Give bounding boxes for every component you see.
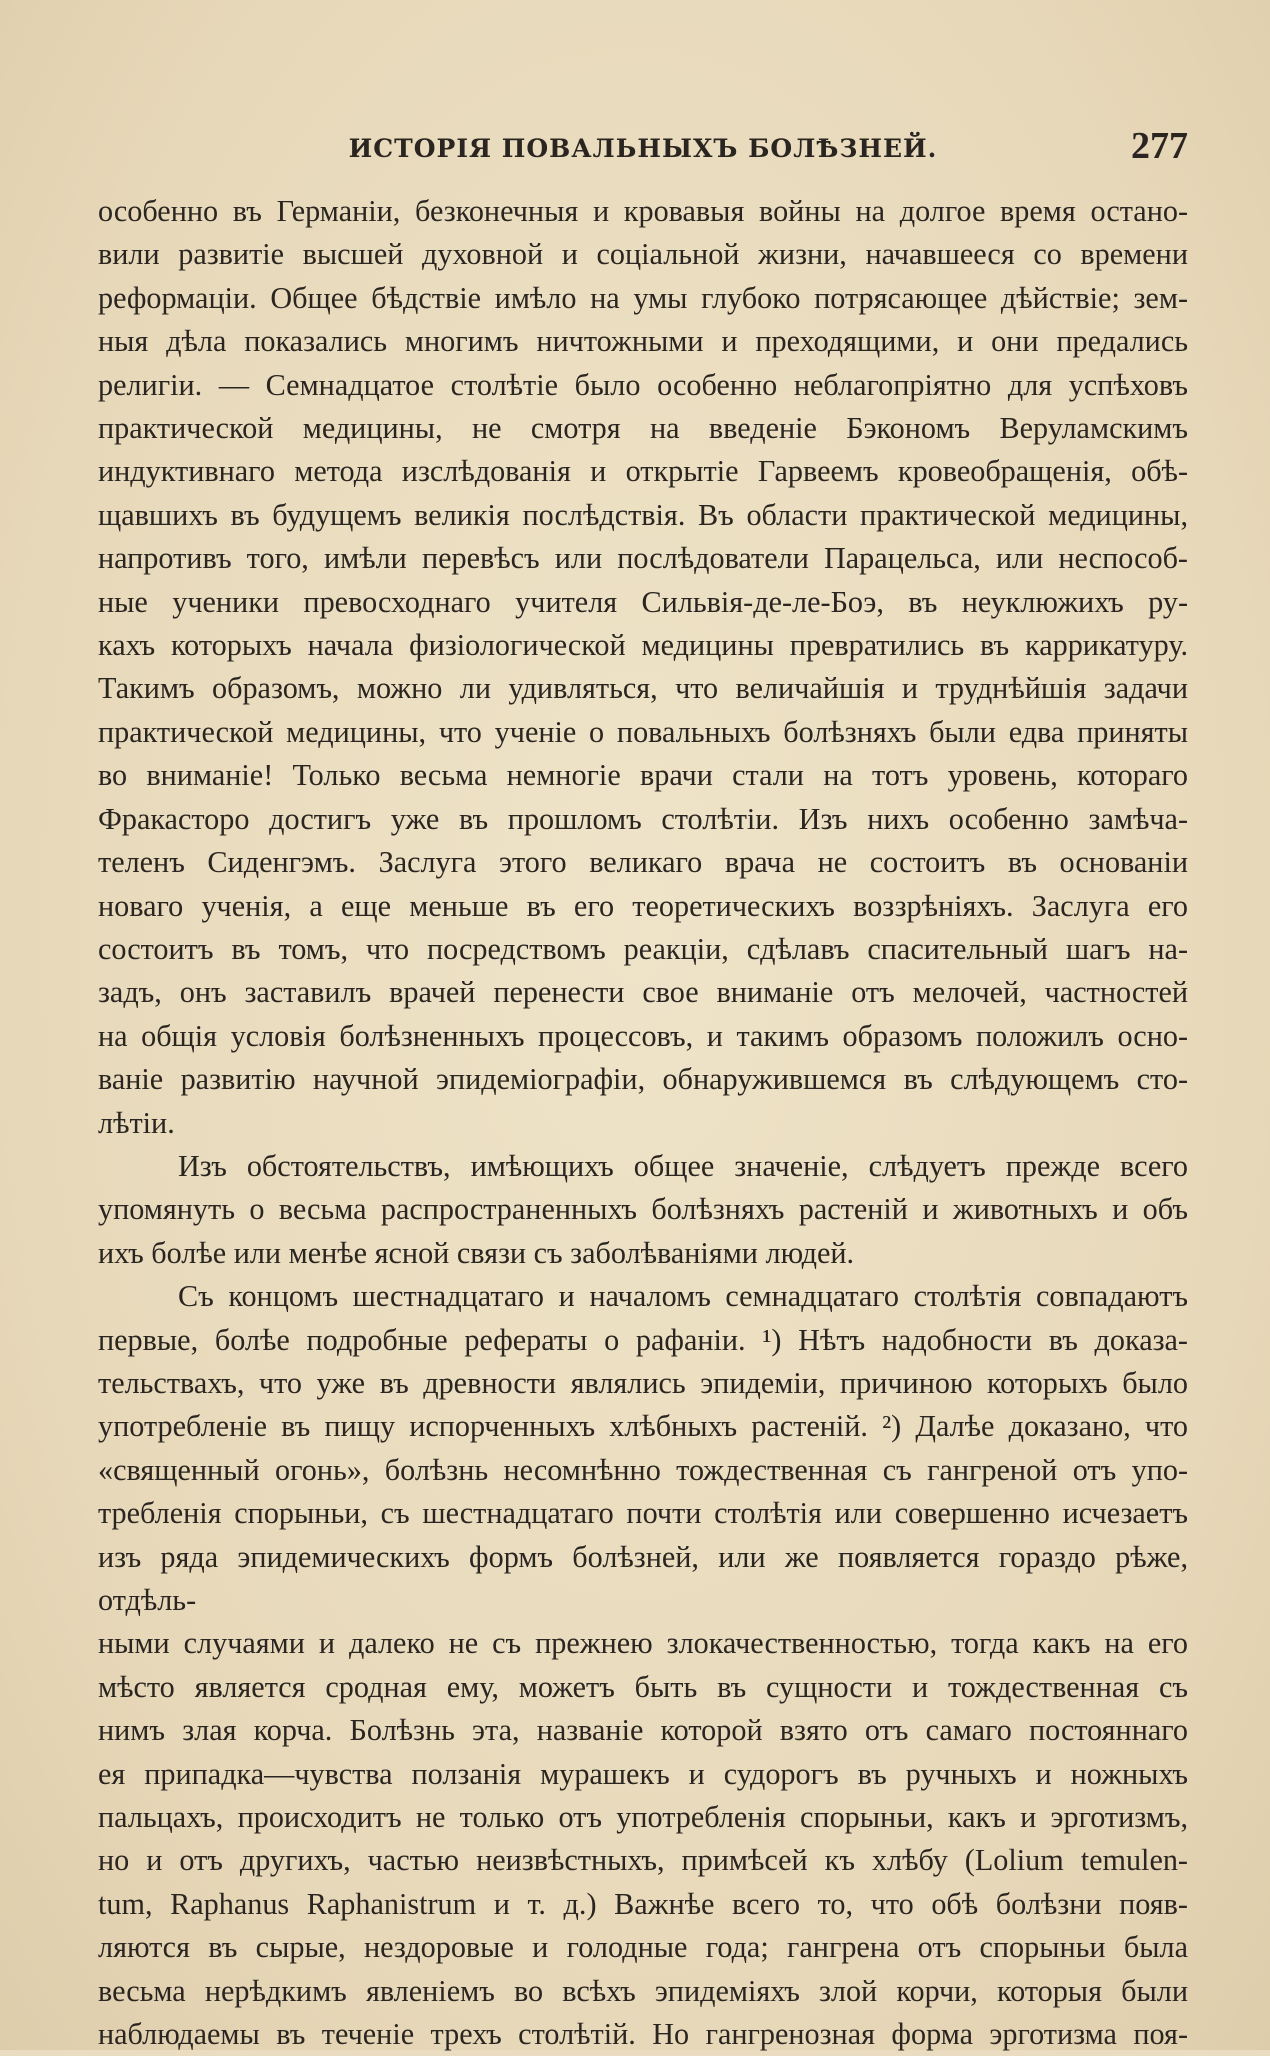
text-line: реформаціи. Общее бѣдствіе имѣло на умы глубоко потрясающее дѣйствіе; зем- bbox=[98, 280, 1188, 315]
text-line: нимъ злая корча. Болѣзнь эта, названіе которой взято отъ самаго постояннаго bbox=[98, 1713, 1188, 1748]
page-header bbox=[98, 120, 1188, 170]
text-line: требленія спорыньи, съ шестнадцатаго почти столѣтія или совершенно исчезаетъ bbox=[98, 1496, 1188, 1531]
text-line: Фракасторо достигъ уже въ прошломъ столѣтіи. Изъ нихъ особенно замѣча- bbox=[98, 801, 1188, 836]
text-line: «священный огонь», болѣзнь несомнѣнно тождественная съ гангреной отъ упо- bbox=[98, 1452, 1188, 1487]
text-line: на общія условія болѣзненныхъ процессовъ, и такимъ образомъ положилъ осно- bbox=[98, 1018, 1188, 1053]
text-line: ные ученики превосходнаго учителя Сильвія-де-ле-Боэ, въ неуклюжихъ ру- bbox=[98, 584, 1188, 619]
paragraph-3 bbox=[98, 1275, 1188, 2056]
text-line: во вниманіе! Только весьма немногіе врачи стали на тотъ уровень, котораго bbox=[98, 758, 1188, 793]
text-line: щавшихъ въ будущемъ великія послѣдствія. Въ области практической медицины, bbox=[98, 497, 1188, 532]
text-line: ея припадка—чувства ползанія мурашекъ и судорогъ въ ручныхъ и ножныхъ bbox=[98, 1756, 1188, 1791]
text-line: Такимъ образомъ, можно ли удивляться, что величайшія и труднѣйшія задачи bbox=[98, 671, 1188, 706]
running-title: ИСТОРІЯ ПОВАЛЬНЫХЪ БОЛѢЗНЕЙ. bbox=[348, 134, 938, 163]
text-line: мѣсто является сродная ему, можетъ быть въ сущности и тождественная съ bbox=[98, 1669, 1188, 1704]
text-line: напротивъ того, имѣли перевѣсъ или послѣдователи Парацельса, или неспособ- bbox=[98, 541, 1188, 576]
page-number: 277 bbox=[1131, 125, 1188, 167]
page-body bbox=[98, 190, 1188, 2056]
text-line: вили развитіе высшей духовной и соціальной жизни, начавшееся со времени bbox=[98, 237, 1188, 272]
text-line: изъ ряда эпидемическихъ формъ болѣзней, или же появляется гораздо рѣже, отдѣль- bbox=[98, 1539, 1188, 1617]
text-line: задъ, онъ заставилъ врачей перенести свое вниманіе отъ мелочей, частностей bbox=[98, 975, 1188, 1010]
text-line: наблюдаемы въ теченіе трехъ столѣтій. Но гангренозная форма эрготизма поя- bbox=[98, 2017, 1188, 2052]
text-line: ляются въ сырые, нездоровые и голодные года; гангрена отъ спорыньи была bbox=[98, 1930, 1188, 1965]
text-line: практической медицины, не смотря на введеніе Бэкономъ Веруламскимъ bbox=[98, 411, 1188, 446]
text-line: ваніе развитію научной эпидеміографіи, обнаружившемся въ слѣдующемъ сто- bbox=[98, 1062, 1188, 1097]
text-line: тельствахъ, что уже въ древности являлись эпидеміи, причиною которыхъ было bbox=[98, 1365, 1188, 1400]
text-line: пальцахъ, происходитъ не только отъ употребленія спорыньи, какъ и эрготизмъ, bbox=[98, 1800, 1188, 1835]
text-line: Съ концомъ шестнадцатаго и началомъ семнадцатаго столѣтія совпадаютъ bbox=[178, 1279, 1188, 1314]
text-line: первые, болѣе подробные рефераты о рафаніи. ¹) Нѣтъ надобности въ доказа- bbox=[98, 1322, 1188, 1357]
text-line: tum, Raphanus Raphanistrum и т. д.) Важнѣе всего то, что обѣ болѣзни появ- bbox=[98, 1886, 1188, 1921]
text-line: употребленіе въ пищу испорченныхъ хлѣбныхъ растеній. ²) Далѣе доказано, что bbox=[98, 1409, 1188, 1444]
text-line: упомянуть о весьма распространенныхъ болѣзняхъ растеній и животныхъ и объ bbox=[98, 1192, 1188, 1227]
text-line: ихъ болѣе или менѣе ясной связи съ заболѣваніями людей. bbox=[98, 1235, 855, 1270]
text-line: практической медицины, что ученіе о повальныхъ болѣзняхъ были едва приняты bbox=[98, 714, 1188, 749]
text-line: теленъ Сиденгэмъ. Заслуга этого великаго врача не состоитъ въ основаніи bbox=[98, 845, 1188, 880]
text-line: лѣтіи. bbox=[98, 1105, 175, 1140]
text-line: но и отъ другихъ, частью неизвѣстныхъ, примѣсей къ хлѣбу (Lolium temulen- bbox=[98, 1843, 1188, 1878]
text-line: весьма нерѣдкимъ явленіемъ во всѣхъ эпидеміяхъ злой корчи, которыя были bbox=[98, 1973, 1188, 2008]
text-line: ными случаями и далеко не съ прежнею злокачественностью, тогда какъ на его bbox=[98, 1626, 1188, 1661]
text-line: новаго ученія, а еще меньше въ его теоретическихъ воззрѣніяхъ. Заслуга его bbox=[98, 888, 1188, 923]
text-line: ныя дѣла показались многимъ ничтожными и преходящими, и они предались bbox=[98, 324, 1188, 359]
text-line: состоитъ въ томъ, что посредствомъ реакціи, сдѣлавъ спасительный шагъ на- bbox=[98, 931, 1188, 966]
text-line: особенно въ Германіи, безконечныя и кровавыя войны на долгое время остано- bbox=[98, 194, 1188, 228]
paragraph-2 bbox=[98, 1145, 1188, 1275]
paragraph-1 bbox=[98, 190, 1188, 1145]
text-line: индуктивнаго метода изслѣдованія и открытіе Гарвеемъ кровеобращенія, обѣ- bbox=[98, 454, 1188, 489]
text-line: кахъ которыхъ начала физіологической медицины превратились въ каррикатуру. bbox=[98, 628, 1188, 663]
text-line: религіи. — Семнадцатое столѣтіе было особенно неблагопріятно для успѣховъ bbox=[98, 367, 1188, 402]
text-line: Изъ обстоятельствъ, имѣющихъ общее значеніе, слѣдуетъ прежде всего bbox=[178, 1148, 1188, 1183]
